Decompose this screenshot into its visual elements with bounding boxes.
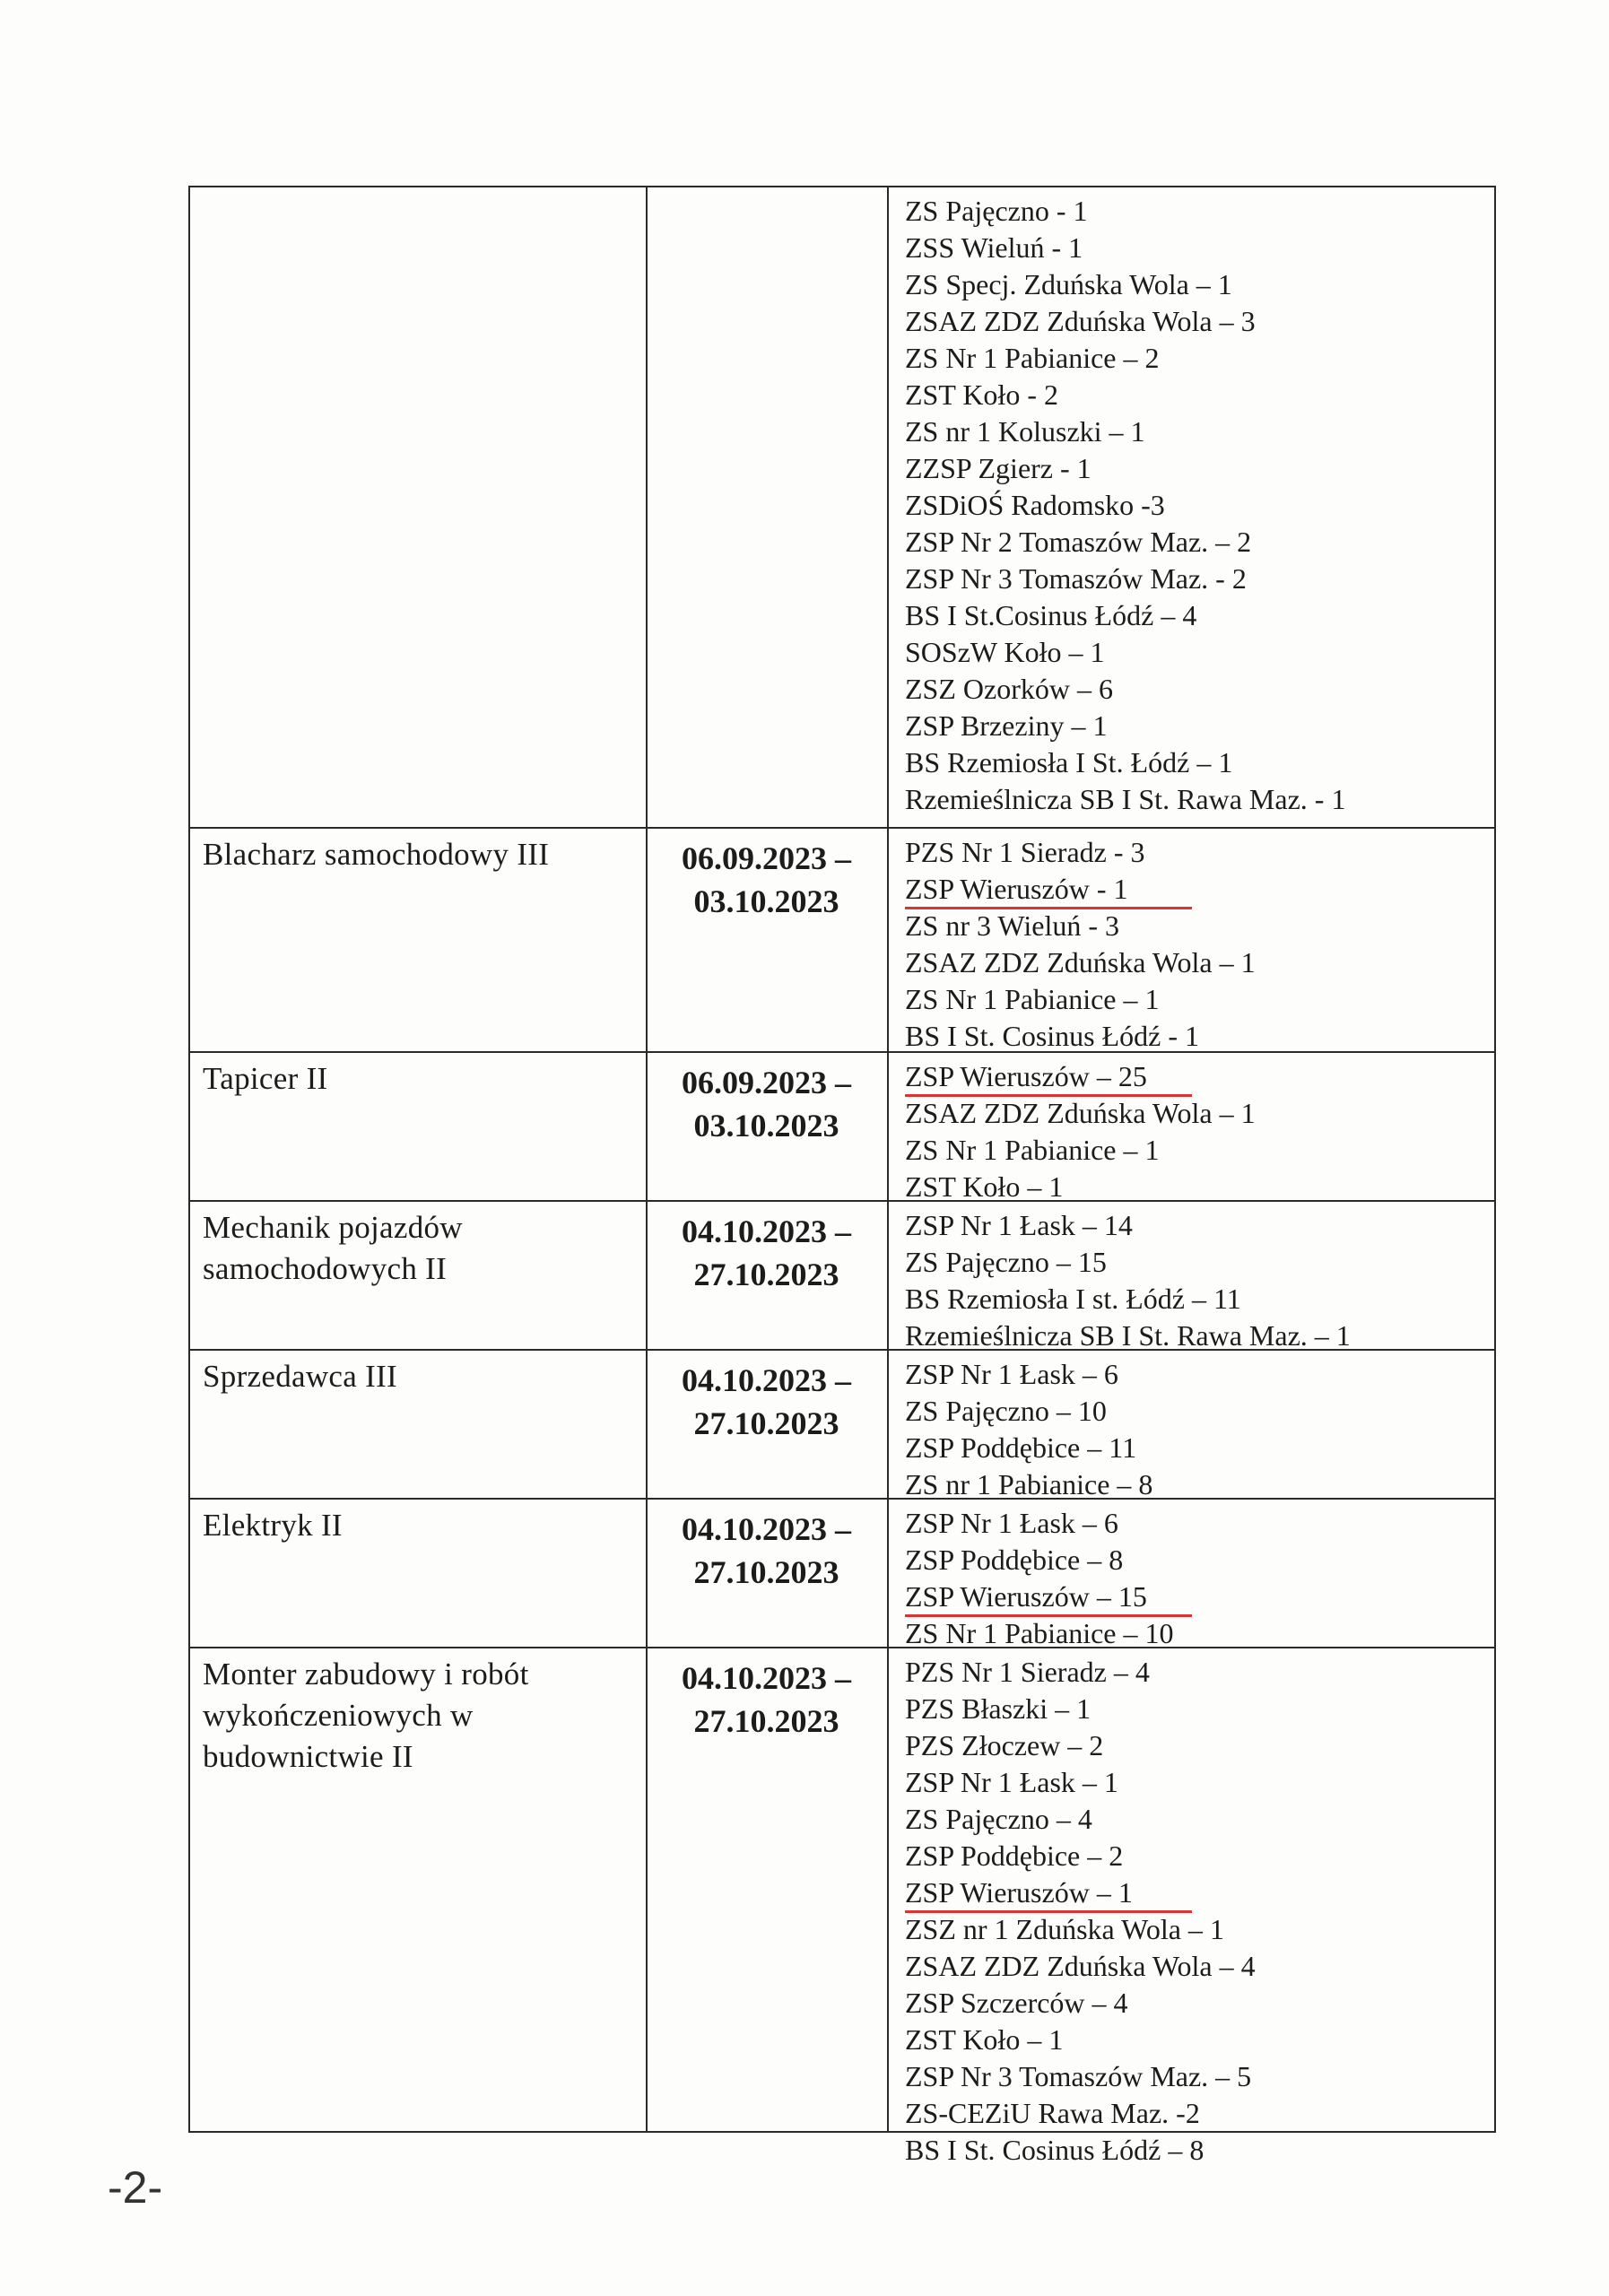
school-entry: ZSP Nr 3 Tomaszów Maz. - 2	[905, 562, 1247, 595]
profession-cell	[190, 1351, 646, 1500]
schools-cell	[887, 1500, 1494, 1648]
school-entry: ZSAZ ZDZ Zduńska Wola – 3	[905, 305, 1256, 337]
table-row	[190, 1349, 1494, 1500]
profession-cell	[190, 1202, 646, 1351]
school-entry: ZSZ Ozorków – 6	[905, 673, 1113, 705]
date-cell	[646, 1053, 887, 1202]
school-entry: ZSP Poddębice – 8	[905, 1544, 1124, 1576]
school-entry: ZST Koło - 2	[905, 378, 1058, 411]
school-entry: ZS Pajęczno – 10	[905, 1395, 1107, 1427]
school-entry: PZS Nr 1 Sieradz - 3	[905, 836, 1145, 868]
school-entry: ZS Nr 1 Pabianice – 1	[905, 1134, 1160, 1166]
schools-cell	[887, 1648, 1494, 2166]
profession-name: Blacharz samochodowy III	[203, 837, 550, 872]
school-entry: ZS Pajęczno – 4	[905, 1803, 1092, 1835]
table-row	[190, 187, 1494, 827]
school-entry: BS I St. Cosinus Łódź – 8	[905, 2134, 1205, 2166]
school-entry: ZSP Nr 1 Łask – 6	[905, 1358, 1118, 1390]
profession-cell	[190, 1648, 646, 2136]
school-entry: ZS Nr 1 Pabianice – 1	[905, 983, 1160, 1015]
school-entry: ZS-CEZiU Rawa Maz. -2	[905, 2097, 1200, 2129]
page-number: -2-	[108, 2162, 163, 2213]
date-end: 03.10.2023	[693, 1108, 839, 1144]
school-entry: ZZSP Zgierz - 1	[905, 452, 1092, 484]
date-end: 27.10.2023	[693, 1703, 839, 1739]
schools-cell	[887, 1202, 1494, 1351]
school-entry: ZS nr 1 Pabianice – 8	[905, 1468, 1153, 1500]
table-row	[190, 1647, 1494, 2166]
schools-cell	[887, 187, 1494, 827]
profession-name: Monter zabudowy i robót wykończeniowych w budownictwie II	[203, 1657, 529, 1774]
school-entry: ZS Pajęczno – 15	[905, 1246, 1107, 1278]
school-entry: Rzemieślnicza SB I St. Rawa Maz. – 1	[905, 1319, 1351, 1352]
schedule-table	[188, 186, 1496, 2166]
school-entry: ZS Nr 1 Pabianice – 10	[905, 1617, 1174, 1649]
date-cell	[646, 1202, 887, 1351]
date-start: 06.09.2023 –	[682, 1065, 851, 1100]
date-cell	[646, 1351, 887, 1500]
profession-name: Elektryk II	[203, 1508, 343, 1543]
school-entry: ZSP Poddębice – 2	[905, 1839, 1124, 1872]
school-entry: ZSP Brzeziny – 1	[905, 709, 1108, 742]
school-entry-underlined: ZSP Wieruszów – 25	[905, 1058, 1494, 1095]
school-entry: ZS Pajęczno - 1	[905, 195, 1088, 227]
school-entry: ZS nr 1 Koluszki – 1	[905, 415, 1145, 448]
date-end: 27.10.2023	[693, 1257, 839, 1292]
school-entry: ZS Nr 1 Pabianice – 2	[905, 342, 1160, 374]
school-entry: PZS Złoczew – 2	[905, 1729, 1104, 1761]
date-start: 04.10.2023 –	[682, 1362, 851, 1398]
school-entry: ZSP Nr 1 Łask – 14	[905, 1209, 1133, 1241]
school-entry-underlined: ZSP Wieruszów – 1	[905, 1874, 1494, 1911]
date-cell	[646, 1500, 887, 1648]
table-row	[190, 1498, 1494, 1648]
school-entry: ZSZ nr 1 Zduńska Wola – 1	[905, 1913, 1224, 1945]
date-cell	[646, 829, 887, 1053]
school-entry: BS I St.Cosinus Łódź – 4	[905, 599, 1197, 631]
date-cell	[646, 1648, 887, 2136]
school-entry-underlined: ZSP Wieruszów – 15	[905, 1578, 1494, 1615]
profession-name: Mechanik pojazdów samochodowych II	[203, 1210, 463, 1286]
schools-cell	[887, 1351, 1494, 1500]
date-end: 27.10.2023	[693, 1554, 839, 1590]
table-row	[190, 1200, 1494, 1351]
school-entry: ZSP Poddębice – 11	[905, 1431, 1137, 1464]
school-entry: ZSAZ ZDZ Zduńska Wola – 4	[905, 1950, 1256, 1982]
school-entry: SOSzW Koło – 1	[905, 636, 1105, 668]
school-entry: BS Rzemiosła I st. Łódź – 11	[905, 1283, 1241, 1315]
school-entry: ZSP Nr 1 Łask – 1	[905, 1766, 1118, 1798]
school-entry: ZSP Nr 1 Łask – 6	[905, 1507, 1118, 1539]
school-entry: ZSP Szczerców – 4	[905, 1987, 1128, 2019]
school-entry: ZSAZ ZDZ Zduńska Wola – 1	[905, 946, 1256, 978]
date-start: 04.10.2023 –	[682, 1660, 851, 1696]
school-entry: ZS Specj. Zduńska Wola – 1	[905, 268, 1232, 300]
date-start: 04.10.2023 –	[682, 1511, 851, 1547]
date-start: 04.10.2023 –	[682, 1213, 851, 1249]
table-row	[190, 827, 1494, 1053]
date-end: 27.10.2023	[693, 1405, 839, 1441]
table-row	[190, 1051, 1494, 1202]
school-entry: ZSAZ ZDZ Zduńska Wola – 1	[905, 1097, 1256, 1129]
school-entry: ZS nr 3 Wieluń - 3	[905, 909, 1119, 942]
school-entry: ZSP Nr 2 Tomaszów Maz. – 2	[905, 526, 1252, 558]
school-entry: ZSDiOŚ Radomsko -3	[905, 489, 1165, 521]
school-entry: BS I St. Cosinus Łódź - 1	[905, 1020, 1200, 1052]
date-end: 03.10.2023	[693, 883, 839, 919]
school-entry-underlined: ZSP Wieruszów - 1	[905, 871, 1494, 908]
school-entry: Rzemieślnicza SB I St. Rawa Maz. - 1	[905, 783, 1346, 815]
school-entry: ZSS Wieluń - 1	[905, 231, 1083, 264]
schools-cell	[887, 829, 1494, 1053]
profession-cell	[190, 1500, 646, 1648]
profession-cell	[190, 1053, 646, 1202]
schools-cell	[887, 1053, 1494, 1202]
profession-name: Sprzedawca III	[203, 1359, 397, 1394]
date-start: 06.09.2023 –	[682, 840, 851, 876]
school-entry: PZS Nr 1 Sieradz – 4	[905, 1656, 1150, 1688]
profession-cell	[190, 829, 646, 1053]
school-entry: ZST Koło – 1	[905, 1170, 1064, 1203]
profession-name: Tapicer II	[203, 1061, 328, 1096]
school-entry: PZS Błaszki – 1	[905, 1692, 1092, 1725]
school-entry: ZSP Nr 3 Tomaszów Maz. – 5	[905, 2060, 1252, 2092]
school-entry: ZST Koło – 1	[905, 2023, 1064, 2056]
school-entry: BS Rzemiosła I St. Łódź – 1	[905, 746, 1233, 778]
